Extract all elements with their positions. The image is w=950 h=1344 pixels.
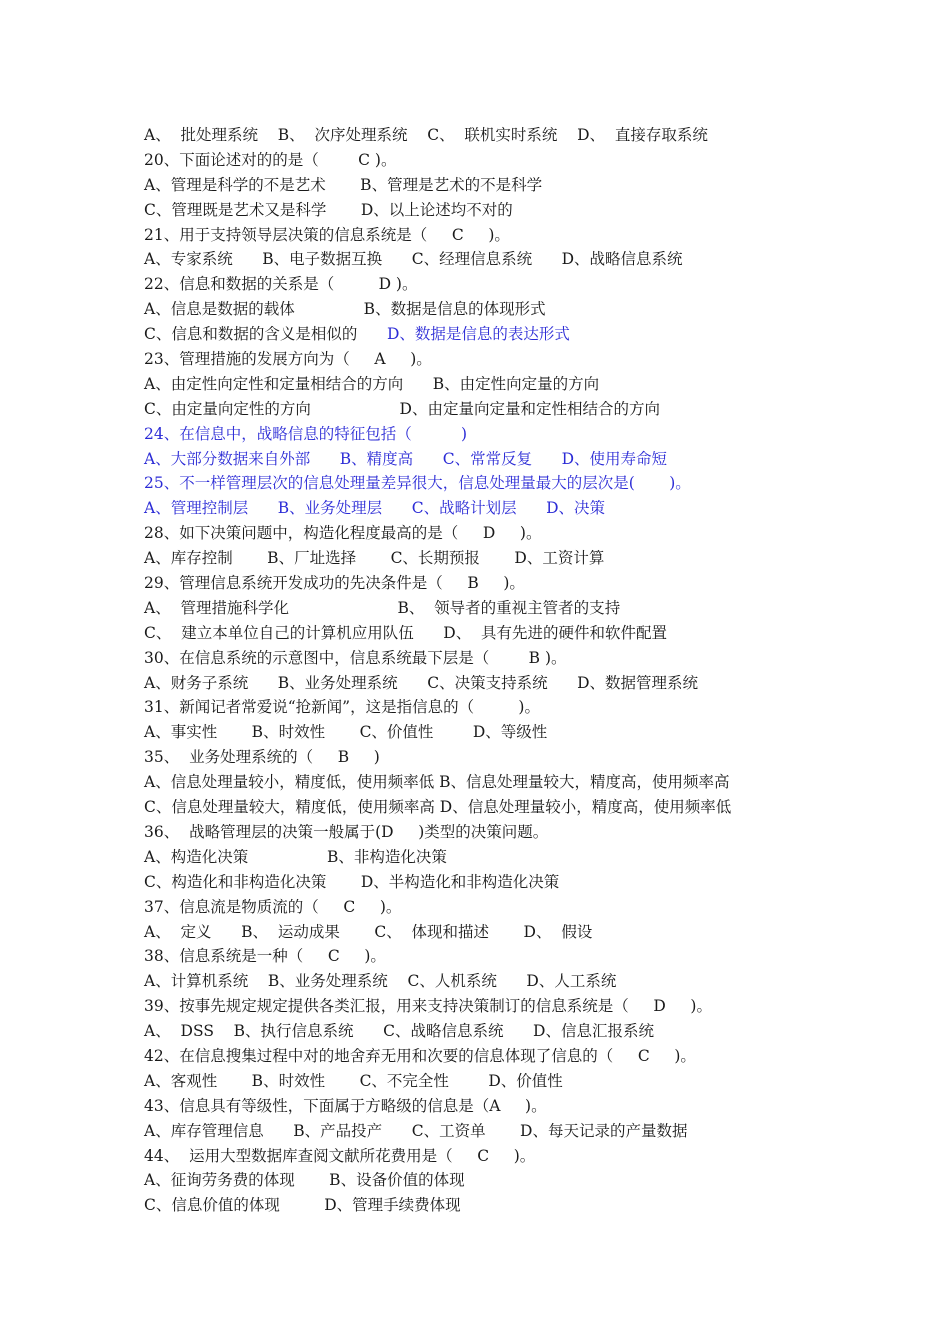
line-text: 28、如下决策问题中，构造化程度最高的是（ D )。 bbox=[144, 524, 542, 543]
line-text: 29、管理信息系统开发成功的先决条件是（ B )。 bbox=[144, 574, 525, 593]
text-line bbox=[144, 223, 824, 248]
text-line bbox=[144, 845, 824, 870]
line-text: A、库存管理信息 B、产品投产 C、工资单 D、每天记录的产量数据 bbox=[144, 1121, 688, 1140]
text-line bbox=[144, 322, 824, 347]
line-text: 20、下面论述对的的是（ C )。 bbox=[144, 150, 397, 169]
line-text: 42、在信息搜集过程中对的地舍弃无用和次要的信息体现了信息的（ C )。 bbox=[144, 1046, 696, 1065]
text-line bbox=[144, 621, 824, 646]
line-text: 22、信息和数据的关系是（ D )。 bbox=[144, 275, 418, 294]
line-text: 25、不一样管理层次的信息处理量差异很大，信息处理量最大的层次是( )。 bbox=[144, 474, 691, 493]
text-line bbox=[144, 646, 824, 671]
text-line bbox=[144, 770, 824, 795]
text-line bbox=[144, 1168, 824, 1193]
line-text: C、信息处理量较大，精度低，使用频率高 D、信息处理量较小，精度高，使用频率低 bbox=[144, 798, 732, 817]
line-text: 37、信息流是物质流的（ C )。 bbox=[144, 897, 402, 916]
text-line bbox=[144, 397, 824, 422]
line-text: A、事实性 B、时效性 C、价值性 D、等级性 bbox=[144, 723, 548, 742]
line-text: A、 批处理系统 B、 次序处理系统 C、 联机实时系统 D、 直接存取系统 bbox=[144, 126, 708, 144]
text-line bbox=[144, 895, 824, 920]
line-text: A、信息处理量较小，精度低，使用频率低 B、信息处理量较大，精度高，使用频率高 bbox=[144, 773, 730, 792]
line-text: C、构造化和非构造化决策 D、半构造化和非构造化决策 bbox=[144, 872, 560, 891]
text-line bbox=[144, 571, 824, 596]
line-text: A、构造化决策 B、非构造化决策 bbox=[144, 847, 447, 866]
text-line bbox=[144, 1193, 824, 1218]
text-line bbox=[144, 1144, 824, 1169]
line-text: A、专家系统 B、电子数据互换 C、经理信息系统 D、战略信息系统 bbox=[144, 250, 683, 269]
line-text: A、财务子系统 B、业务处理系统 C、决策支持系统 D、数据管理系统 bbox=[144, 673, 699, 692]
line-text: A、 定义 B、 运动成果 C、 体现和描述 D、 假设 bbox=[144, 922, 593, 941]
line-text: A、由定性向定性和定量相结合的方向 B、由定性向定量的方向 bbox=[144, 374, 600, 393]
text-line bbox=[144, 1044, 824, 1069]
line-text: 35、 业务处理系统的（ B ) bbox=[144, 748, 380, 767]
text-line bbox=[144, 596, 824, 621]
text-line bbox=[144, 422, 824, 447]
text-line bbox=[144, 347, 824, 372]
line-text: 23、管理措施的发展方向为（ A )。 bbox=[144, 350, 432, 369]
text-line bbox=[144, 969, 824, 994]
line-text: 24、在信息中，战略信息的特征包括（ ) bbox=[144, 424, 468, 443]
line-text: A、计算机系统 B、业务处理系统 C、人机系统 D、人工系统 bbox=[144, 972, 617, 991]
text-line bbox=[144, 1119, 824, 1144]
text-line bbox=[144, 496, 824, 521]
text-line bbox=[144, 247, 824, 272]
document-page bbox=[144, 123, 824, 1218]
text-line bbox=[144, 870, 824, 895]
text-line bbox=[144, 447, 824, 472]
text-line bbox=[144, 944, 824, 969]
text-line bbox=[144, 920, 824, 945]
line-text: C、管理既是艺术又是科学 D、以上论述均不对的 bbox=[144, 200, 513, 219]
line-text: 38、信息系统是一种（ C )。 bbox=[144, 947, 386, 966]
line-text: A、 DSS B、执行信息系统 C、战略信息系统 D、信息汇报系统 bbox=[144, 1022, 654, 1041]
line-text: 31、新闻记者常爱说“抢新闻”，这是指信息的（ )。 bbox=[144, 698, 540, 717]
text-line bbox=[144, 820, 824, 845]
text-line bbox=[144, 546, 824, 571]
text-line bbox=[144, 695, 824, 720]
line-text: 21、用于支持领导层决策的信息系统是（ C )。 bbox=[144, 225, 510, 244]
text-line bbox=[144, 745, 824, 770]
line-text: A、 管理措施科学化 B、 领导者的重视主管者的支持 bbox=[144, 598, 621, 617]
text-line bbox=[144, 1019, 824, 1044]
text-line bbox=[144, 173, 824, 198]
line-text: C、信息和数据的含义是相似的 bbox=[144, 325, 387, 344]
text-line bbox=[144, 671, 824, 696]
text-line bbox=[144, 148, 824, 173]
line-text: A、库存控制 B、厂址选择 C、长期预报 D、工资计算 bbox=[144, 549, 605, 568]
text-line bbox=[144, 521, 824, 546]
text-line bbox=[144, 272, 824, 297]
text-line bbox=[144, 123, 824, 148]
line-text: 30、在信息系统的示意图中，信息系统最下层是（ B )。 bbox=[144, 648, 567, 667]
text-line bbox=[144, 198, 824, 223]
line-text: 36、 战略管理层的决策一般属于(D )类型的决策问题。 bbox=[144, 822, 549, 841]
text-line bbox=[144, 720, 824, 745]
line-text: C、 建立本单位自己的计算机应用队伍 D、 具有先进的硬件和软件配置 bbox=[144, 623, 668, 642]
line-text: 39、按事先规定规定提供各类汇报，用来支持决策制订的信息系统是（ D )。 bbox=[144, 997, 712, 1016]
text-line bbox=[144, 372, 824, 397]
line-text: C、信息价值的体现 D、管理手续费体现 bbox=[144, 1196, 461, 1215]
text-line bbox=[144, 795, 824, 820]
line-text: A、征询劳务费的体现 B、设备价值的体现 bbox=[144, 1171, 465, 1190]
line-text: A、信息是数据的载体 B、数据是信息的体现形式 bbox=[144, 300, 546, 319]
line-text: A、大部分数据来自外部 B、精度高 C、常常反复 D、使用寿命短 bbox=[144, 449, 668, 468]
text-line bbox=[144, 471, 824, 496]
line-text: A、客观性 B、时效性 C、不完全性 D、价值性 bbox=[144, 1071, 563, 1090]
text-line bbox=[144, 1094, 824, 1119]
line-text: A、管理是科学的不是艺术 B、管理是艺术的不是科学 bbox=[144, 175, 543, 194]
text-line bbox=[144, 994, 824, 1019]
line-text: C、由定量向定性的方向 D、由定量向定量和定性相结合的方向 bbox=[144, 399, 660, 418]
line-text: A、管理控制层 B、业务处理层 C、战略计划层 D、决策 bbox=[144, 499, 606, 518]
line-text: 43、信息具有等级性，下面属于方略级的信息是（A )。 bbox=[144, 1096, 547, 1115]
line-text: 44、 运用大型数据库查阅文献所花费用是（ C )。 bbox=[144, 1146, 536, 1165]
line-highlight-text: D、数据是信息的表达形式 bbox=[386, 325, 570, 344]
text-line bbox=[144, 297, 824, 322]
text-line bbox=[144, 1069, 824, 1094]
